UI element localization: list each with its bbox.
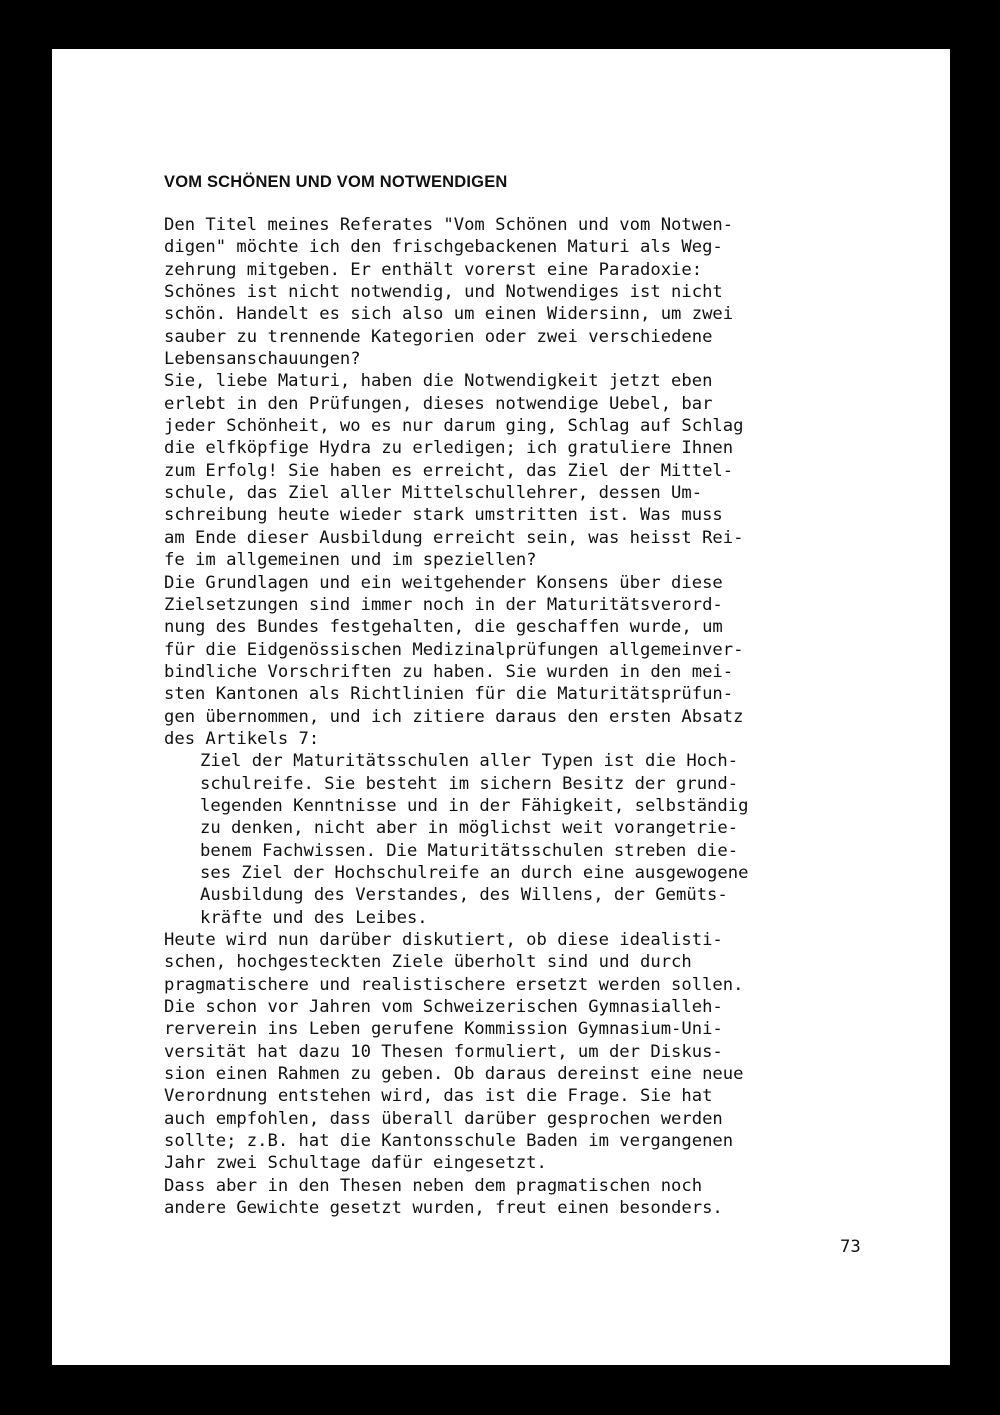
document-body (164, 214, 884, 1219)
text-line: sollte; z.B. hat die Kantonsschule Baden im vergangenen (164, 1131, 734, 1152)
text-line: erlebt in den Prüfungen, dieses notwendige Uebel, bar (164, 393, 713, 414)
text-line: schreibung heute wieder stark umstritten ist. Was muss (164, 505, 723, 526)
text-line: rerverein ins Leben gerufene Kommission Gymnasium-Uni- (164, 1019, 723, 1040)
document-page (52, 49, 950, 1365)
document-title: VOM SCHÖNEN UND VOM NOTWENDIGEN (164, 173, 508, 191)
text-line: Lebensanschauungen? (164, 349, 361, 370)
paragraph (164, 572, 884, 751)
quote-line: kräfte und des Leibes. (200, 907, 428, 928)
text-line: Zielsetzungen sind immer noch in der Maturitätsverord- (164, 594, 723, 615)
text-line: zehrung mitgeben. Er enthält vorerst eine Paradoxie: (164, 259, 703, 280)
text-line: gen übernommen, und ich zitiere daraus den ersten Absatz (164, 706, 744, 727)
quote-line: legenden Kenntnisse und in der Fähigkeit, selbständig (200, 795, 749, 816)
text-line: Die schon vor Jahren vom Schweizerischen Gymnasialleh- (164, 997, 723, 1018)
text-line: Heute wird nun darüber diskutiert, ob diese idealisti- (164, 930, 723, 950)
paragraph (164, 214, 884, 370)
text-line: digen" möchte ich den frischgebackenen Maturi als Weg- (164, 237, 723, 258)
text-line: für die Eidgenössischen Medizinalprüfungen allgemeinver- (164, 639, 744, 660)
text-line: Jahr zwei Schultage dafür eingesetzt. (164, 1153, 547, 1174)
text-line: schön. Handelt es sich also um einen Widersinn, um zwei (164, 304, 734, 325)
text-line: sten Kantonen als Richtlinien für die Maturitätsprüfun- (164, 684, 734, 705)
quote-line: zu denken, nicht aber in möglichst weit vorangetrie- (200, 818, 739, 839)
text-line: auch empfohlen, dass überall darüber gesprochen werden (164, 1108, 723, 1129)
text-line: bindliche Vorschriften zu haben. Sie wurden in den mei- (164, 661, 734, 682)
text-line: die elfköpfige Hydra zu erledigen; ich gratuliere Ihnen (164, 438, 734, 459)
quote-line: schulreife. Sie besteht im sichern Besitz der grund- (200, 773, 739, 794)
text-line: am Ende dieser Ausbildung erreicht sein, was heisst Rei- (164, 527, 744, 548)
text-line: sauber zu trennende Kategorien oder zwei verschiedene (164, 326, 713, 347)
quote-line: Ziel der Maturitätsschulen aller Typen ist die Hoch- (200, 751, 739, 772)
text-line: des Artikels 7: (164, 728, 320, 749)
quote-line: ses Ziel der Hochschulreife an durch eine ausgewogene (200, 862, 749, 883)
text-line: Verordnung entstehen wird, das ist die Frage. Sie hat (164, 1086, 713, 1107)
text-line: Dass aber in den Thesen neben dem pragmatischen noch (164, 1175, 703, 1196)
text-line: schule, das Ziel aller Mittelschullehrer, dessen Um- (164, 483, 703, 504)
text-line: Sie, liebe Maturi, haben die Notwendigkeit jetzt eben (164, 371, 713, 392)
paragraph (164, 929, 884, 1175)
text-line: versität hat dazu 10 Thesen formuliert, um der Diskus- (164, 1041, 723, 1062)
quote-line: Ausbildung des Verstandes, des Willens, der Gemüts- (200, 885, 728, 906)
text-line: fe im allgemeinen und im speziellen? (164, 550, 537, 571)
text-line: zum Erfolg! Sie haben es erreicht, das Ziel der Mittel- (164, 460, 734, 481)
block-quote (164, 750, 884, 929)
text-line: schen, hochgesteckten Ziele überholt sind und durch (164, 952, 692, 973)
text-line: Die Grundlagen und ein weitgehender Konsens über diese (164, 572, 723, 593)
text-line: pragmatischere und realistischere ersetzt werden sollen. (164, 974, 744, 995)
quote-line: benem Fachwissen. Die Maturitätsschulen streben die- (200, 840, 739, 861)
text-line: Den Titel meines Referates "Vom Schönen und vom Notwen- (164, 215, 734, 235)
page-number: 73 (840, 1237, 861, 1257)
text-line: Schönes ist nicht notwendig, und Notwendiges ist nicht (164, 282, 723, 303)
paragraph (164, 1175, 884, 1220)
text-line: sion einen Rahmen zu geben. Ob daraus dereinst eine neue (164, 1064, 744, 1085)
text-line: andere Gewichte gesetzt wurden, freut einen besonders. (164, 1198, 723, 1219)
text-line: nung des Bundes festgehalten, die geschaffen wurde, um (164, 617, 723, 638)
text-line: jeder Schönheit, wo es nur darum ging, Schlag auf Schlag (164, 416, 744, 437)
paragraph (164, 370, 884, 571)
